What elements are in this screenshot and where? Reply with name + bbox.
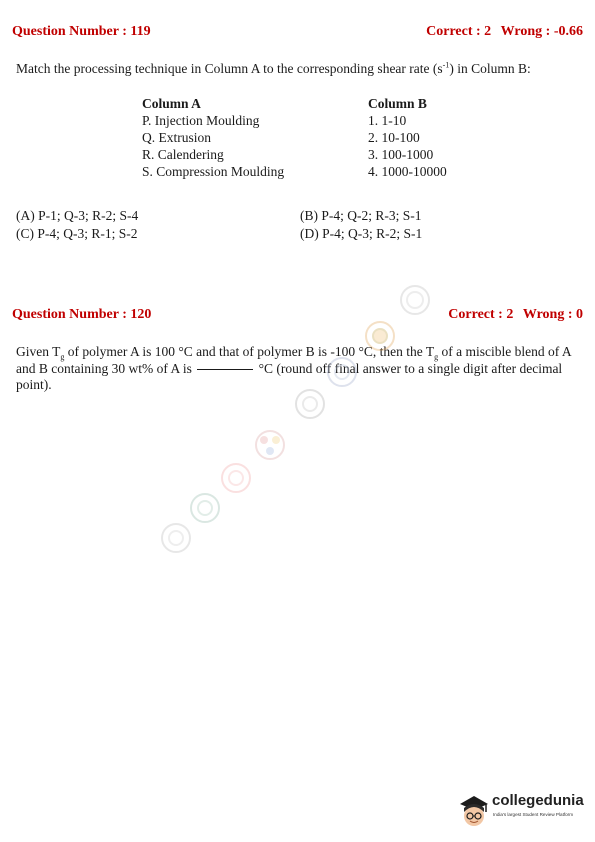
question-text-part: of a miscible blend of A and B containing 30 wt% of A is [16,344,571,376]
question-text-part: °C (round off final answer to a single digit after decimal point). [16,360,563,392]
column-a-item: Q. Extrusion [142,130,211,145]
answer-blank[interactable] [197,369,253,370]
logo-name: collegedunia [492,792,584,809]
column-b-item: 2. 10-100 [368,130,420,145]
subscript: g [434,352,439,362]
question-text-part: Match the processing technique in Column A to the corresponding shear rate (s [16,61,443,76]
option-c[interactable]: (C) P-4; Q-3; R-1; S-2 [16,226,138,241]
option-a[interactable]: (A) P-1; Q-3; R-2; S-4 [16,208,139,223]
question-text-part: of polymer A is 100 °C and that of polymer B is -100 °C, then the T [64,344,435,359]
column-b [368,95,447,180]
column-b-header: Column B [368,96,427,111]
wrong-marks: Wrong : -0.66 [500,24,583,39]
wrong-marks: Wrong : 0 [522,307,583,322]
question-119-text [16,61,582,78]
question-number: Question Number : 120 [12,307,152,322]
column-b-item: 4. 1000-10000 [368,164,447,179]
student-mascot-icon [456,790,492,830]
question-119-header [12,24,583,42]
column-a-item: P. Injection Moulding [142,113,260,128]
question-120-header [12,307,583,325]
question-text-part: ) in Column B: [449,61,531,76]
superscript: -1 [442,60,450,70]
collegedunia-logo [456,790,586,830]
correct-marks: Correct : 2 [448,307,514,322]
column-a [142,95,284,180]
question-number: Question Number : 119 [12,24,151,39]
correct-marks: Correct : 2 [426,24,492,39]
logo-tagline: India's largest Student Review Platform [493,812,574,817]
option-b[interactable]: (B) P-4; Q-2; R-3; S-1 [300,208,422,223]
question-120-text [16,344,582,394]
column-b-item: 1. 1-10 [368,113,407,128]
column-a-item: R. Calendering [142,147,224,162]
question-text-part: Given T [16,344,61,359]
column-a-item: S. Compression Moulding [142,164,285,179]
subscript: g [60,352,65,362]
marks-info [426,24,583,40]
column-b-item: 3. 100-1000 [368,147,434,162]
option-d[interactable]: (D) P-4; Q-3; R-2; S-1 [300,226,423,241]
column-a-header: Column A [142,96,201,111]
marks-info [448,307,583,323]
